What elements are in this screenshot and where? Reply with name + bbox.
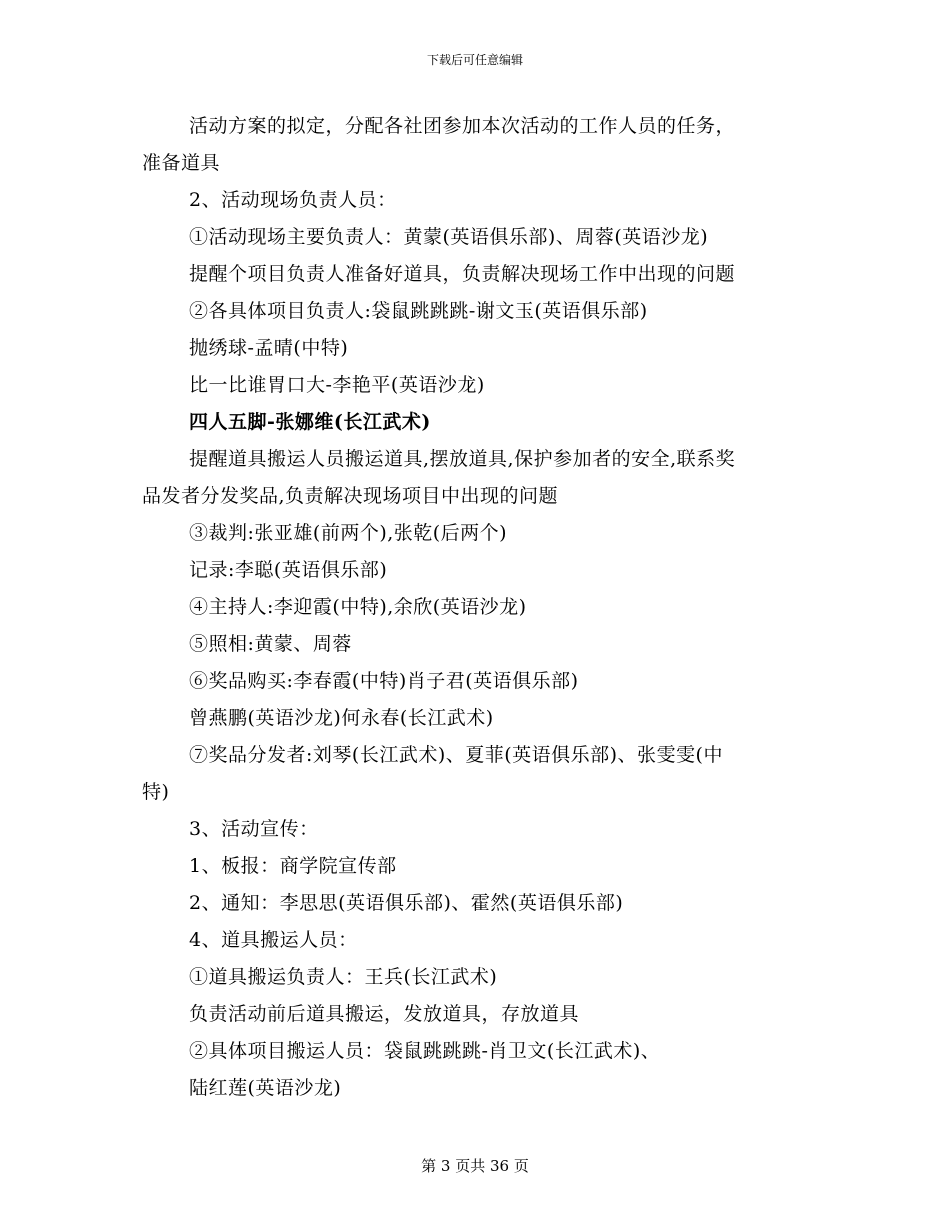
paragraph-line: 比一比谁胃口大-李艳平(英语沙龙)	[189, 374, 485, 396]
page-header: 下载后可任意编辑	[426, 53, 523, 67]
paragraph-line: ①道具搬运负责人：王兵(长江武术)	[189, 966, 498, 988]
paragraph-line: 记录:李聪(英语俱乐部)	[189, 559, 388, 581]
page-footer: 第 3 页共 36 页	[421, 1157, 529, 1175]
paragraph-line: 特)	[142, 781, 170, 803]
paragraph-line: 曾燕鹏(英语沙龙)何永春(长江武术)	[189, 707, 494, 729]
paragraph-line: 品发者分发奖品,负责解决现场项目中出现的问题	[142, 485, 559, 507]
document-body	[142, 108, 812, 1107]
paragraph-line: 1、板报：商学院宣传部	[189, 855, 397, 877]
paragraph-line: 负责活动前后道具搬运，发放道具，存放道具	[189, 1003, 580, 1025]
paragraph-line: ⑤照相:黄蒙、周蓉	[189, 633, 352, 655]
paragraph-line: 提醒个项目负责人准备好道具，负责解决现场工作中出现的问题	[189, 263, 736, 285]
paragraph-line: ②具体项目搬运人员：袋鼠跳跳跳-肖卫文(长江武术)、	[189, 1040, 661, 1062]
paragraph-line: ⑥奖品购买:李春霞(中特)肖子君(英语俱乐部)	[189, 670, 579, 692]
paragraph-line: ⑦奖品分发者:刘琴(长江武术)、夏菲(英语俱乐部)、张雯雯(中	[189, 744, 723, 766]
section-heading: 3、活动宣传：	[189, 818, 319, 840]
paragraph-line: 抛绣球-孟晴(中特)	[189, 337, 349, 359]
paragraph-line: ②各具体项目负责人:袋鼠跳跳跳-谢文玉(英语俱乐部)	[189, 300, 648, 322]
paragraph-line: ①活动现场主要负责人：黄蒙(英语俱乐部)、周蓉(英语沙龙)	[189, 226, 709, 248]
paragraph-line: ③裁判:张亚雄(前两个),张乾(后两个)	[189, 522, 508, 544]
paragraph-line: 准备道具	[142, 152, 221, 174]
paragraph-line: 陆红莲(英语沙龙)	[189, 1077, 342, 1099]
section-heading: 4、道具搬运人员：	[189, 929, 358, 951]
paragraph-line: ④主持人:李迎霞(中特),余欣(英语沙龙)	[189, 596, 527, 618]
paragraph-line: 提醒道具搬运人员搬运道具,摆放道具,保护参加者的安全,联系奖	[189, 448, 736, 470]
section-heading: 2、活动现场负责人员：	[189, 189, 397, 211]
paragraph-line: 2、通知：李思思(英语俱乐部)、霍然(英语俱乐部)	[189, 892, 624, 914]
paragraph-line-bold: 四人五脚-张娜维(长江武术)	[189, 411, 431, 433]
paragraph-line: 活动方案的拟定，分配各社团参加本次活动的工作人员的任务，	[189, 115, 736, 137]
